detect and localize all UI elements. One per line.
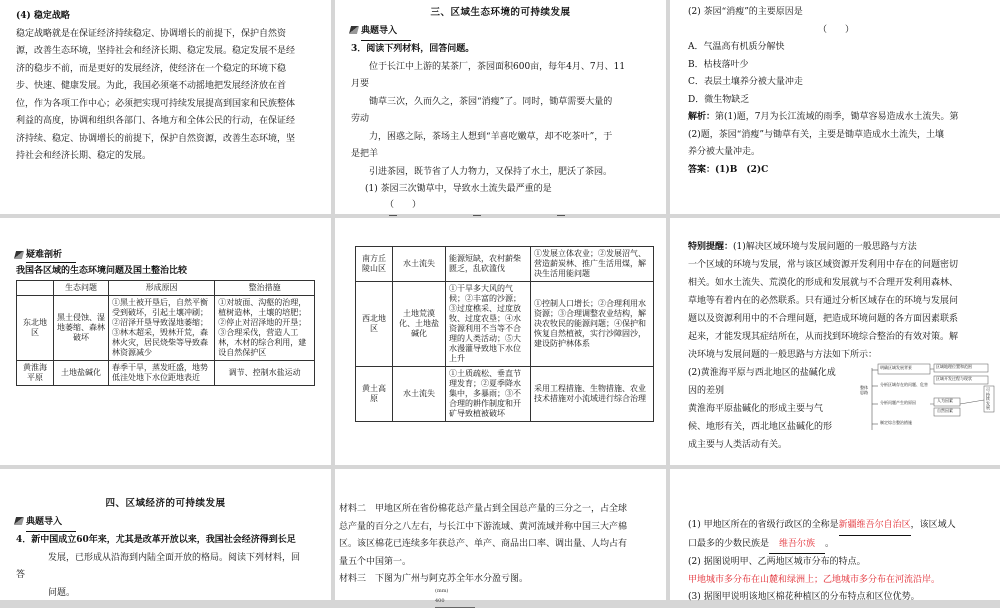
question: 4．新中国成立60年来，尤其是改革开放以来，我国社会经济得到长足	[16, 535, 296, 546]
table-row: 东北地区 黑土侵蚀、湿地萎缩、森林破坏 ①黑土被开垦后，自然平衡受到破坏，引起土壤冲刷；②沼泽开垦导致湿地萎缩；③林木超采，毁林开荒，森林火灾，居民烧柴等导致森林资源减少 ①对坡面、沟壑的治理，植树造林，土壤的培肥；②停止对沼泽地的开垦；③合理采伐，营造人工林，木材的综合利用，建设自然保护区	[17, 295, 315, 360]
tip-label: 特别提醒：	[688, 242, 734, 252]
p2-line: (2)黄淮海平原与西北地区的盐碱化成	[688, 368, 836, 378]
flow-node: 可持续发展	[986, 387, 990, 411]
tip-line: 起来，才能发现其症结所在，从而找到环境综合整治的有效对策。解	[688, 332, 959, 342]
answer-blank: 新疆维吾尔自治区	[839, 517, 911, 536]
text-line: 济的稳步不前，而是更好的发展经济，使经济在一个稳定的环境下稳	[16, 63, 287, 74]
text-line: 材料二 甲地区所在省份棉花总产量占到全国总产量的三分之一，占全球	[339, 504, 628, 514]
question: ，该区域人	[910, 520, 956, 530]
p2-line: 黄淮海平原盐碱化的形成主要与气	[688, 404, 824, 414]
text-line: 发展，已形成从沿海到内陆全面开放的格局。阅读下列材料，回	[48, 552, 301, 563]
slide-comparison-table-1	[0, 218, 331, 465]
p2-line: 成主要与人类活动有关。	[688, 440, 788, 450]
answer-text: 甲地城市多分布在山麓和绿洲上；乙地城市多分布在河流沿岸。	[688, 574, 941, 585]
text-line: 答	[16, 570, 26, 581]
question: 。	[825, 538, 835, 549]
slide-ecology-question	[335, 0, 666, 214]
question: 口最多的少数民族是	[688, 538, 770, 549]
table-title: 我国各区域的生态环境问题及国土整治比较	[16, 266, 188, 277]
option: C．表层土壤养分被大量冲走	[688, 77, 803, 88]
heading: (4) 稳定战略	[16, 11, 70, 21]
text-line: 济持续、稳定、协调增长的前提下，保护自然资源，改善生态环境，坚	[16, 133, 296, 144]
table-row: 西北地区 土地荒漠化、土地盐碱化 ①干旱多大风的气候；②丰富的沙源；③过度樵采、过度放牧、过度农垦；④水资源利用不当等不合理的人类活动；⑤大水漫灌导致地下水位上升 ①控制人口增长；②合理利用水资源；③合理调整农业结构，解决农牧民的能源问题；④保护和恢复自然植被，实行沙障固沙，建设防护林体系	[356, 282, 654, 367]
text-line: 位，作为各项工作中心；必须把实现可持续发展提高到国家和民族整体	[16, 98, 296, 109]
question: (3) 据图甲说明该地区棉花种植区的分布特点和区位优势。	[688, 592, 920, 603]
text-line: 持社会和经济长期、稳定的发展。	[16, 151, 152, 162]
tip-line: 题以及资源利用中的不合理问题，把造成环境问题的各方面因素联系	[688, 314, 959, 324]
slide-answers	[670, 469, 1000, 603]
flow-node: 分析区域存在的问题、危害	[880, 382, 928, 387]
text-line: 区。该区棉花已连续多年获总产、单产、商品出口率、调出量、人均占有	[339, 539, 628, 550]
table-row: 黄土高原 水土流失 ①土质疏松、垂直节理发育；②夏季降水集中，多暴雨；③不合理的耕作制度和开矿导致植被破坏 采用工程措施、生物措施、农业技术措施对小流域进行综合治理	[356, 367, 654, 422]
flow-node: 制定综合整治措施	[880, 420, 912, 425]
text-line: 步、快速、健康发展。为此，我国必须毫不动摇地把发展经济放在首	[16, 81, 287, 92]
flow-node: 区域地理位置和范围	[936, 364, 972, 369]
option: B．枯枝落叶少	[688, 59, 749, 70]
section-title: 四、区域经济的可持续发展	[105, 498, 226, 509]
flow-node: 明确区域发展背景	[880, 365, 912, 370]
slide-stability-strategy	[0, 0, 331, 214]
text-line: 锄草三次，久而久之，茶园“消瘦”了。同时，锄草需要大量的	[369, 96, 613, 107]
analysis-label: 解析：	[688, 112, 716, 123]
tip-line: 草地等有着内在的必然联系。只有通过分析区域存在的环境与发展问	[688, 296, 959, 306]
text-line: 材料三 下图为广州与阿克苏全年水分盈亏图。	[339, 574, 529, 585]
option: A．气温高有机质分解快	[688, 42, 785, 53]
text-line: 劳动	[351, 114, 370, 125]
question: (2) 据图说明甲、乙两地区城市分布的特点。	[688, 557, 866, 568]
tag-label: 疑难剖析	[26, 248, 76, 263]
flow-node: 分析问题产生的原因	[880, 400, 916, 405]
question: 3．阅读下列材料，回答问题。	[351, 44, 475, 55]
tip-line: 相关。如水土流失、荒漠化的形成和发展就与不合理开发利用森林、	[688, 278, 959, 288]
tip-line: 一个区域的环境与发展，常与该区域资源开发利用中存在的问题密切	[688, 260, 959, 270]
analysis-line: 养分被大量冲走。	[688, 147, 761, 158]
answer-label: 答案：	[688, 164, 716, 175]
text-line: 是把羊	[351, 149, 379, 160]
text-line: 稳定战略就是在保证经济持续稳定、协调增长的前提下，保护自然资	[16, 28, 287, 39]
flow-diagram	[860, 362, 996, 434]
slide-economy-question	[0, 469, 331, 600]
tag-label: 典题导入	[26, 514, 76, 533]
flow-node: 人为因素	[937, 398, 953, 403]
sub-question: (1) 茶园三次锄草中，导致水土流失最严重的是	[365, 184, 552, 195]
question: (1) 甲地区所在的省级行政区的全称是	[688, 520, 839, 530]
axis-value: 400	[435, 597, 475, 608]
text-line: 量五个中国第一。	[339, 556, 412, 567]
tag-label: 典题导入	[361, 23, 411, 42]
text-line: 力，困惑之际，茶场主人想到“羊喜吃嫩草，却不吃茶叶”，于	[369, 131, 613, 142]
flow-node: 自然因素	[937, 408, 953, 413]
table-row: 南方丘陵山区 水土流失 能源短缺，农村薪柴匮乏，乱砍滥伐 ①发展立体农业；②发展沼气、营造薪炭林、推广生活用煤，解决生活用能问题	[356, 247, 654, 282]
text-line: 引进茶园，既节省了人力物力，又保持了水土，肥沃了茶园。	[369, 166, 613, 177]
answer-paren: （ ）	[385, 199, 422, 210]
answer-blank: 维吾尔族	[769, 536, 825, 555]
chart-axis-stub	[435, 587, 475, 608]
slide-materials	[335, 469, 666, 604]
text-line: 总产量的百分之八左右，与长江中下游流域、黄河流域并称中国三大产棉	[339, 521, 628, 532]
section-title: 三、区域生态环境的可持续发展	[430, 7, 571, 18]
slide-tips	[670, 218, 1000, 465]
option: D．微生物缺乏	[688, 94, 750, 105]
analysis-line: 第(1)题，7月为长江流域的雨季，锄草容易造成水土流失。第	[715, 112, 959, 123]
tip-line: (1)解决区域环境与发展问题的一般思路与方法	[733, 242, 917, 252]
text-line: 源，改善生态环境，坚持社会和经济长期、稳定发展。稳定发展不是经	[16, 46, 296, 57]
table-row: 黄淮海平原 土地盐碱化 春季干旱，蒸发旺盛，地势低洼处地下水位距地表近 调节、控制水盐运动	[17, 360, 315, 385]
slide-answer	[670, 0, 1000, 214]
analysis-line: (2)题，茶园“消瘦”与锄草有关，主要是锄草造成水土流失，土壤	[688, 129, 944, 140]
text-line: 位于长江中上游的某茶厂，茶园面积600亩，每年4月、7月、11	[369, 61, 626, 72]
p2-line: 候、地形有关，西北地区盐碱化的形	[688, 422, 833, 432]
table-header-row: 生态问题 形成原因 整治措施	[17, 280, 315, 295]
slide-comparison-table-2	[335, 218, 666, 465]
comparison-table	[16, 280, 315, 386]
text-line: 利益的高度，协调和组织各部门、各地方和全体公民的行动，在保证经	[16, 116, 296, 127]
text-line: 月要	[351, 79, 370, 90]
sub-question: (2) 茶园“消瘦”的主要原因是	[688, 7, 803, 17]
p2-line: 因的差别	[688, 386, 725, 396]
axis-unit: (mm)	[435, 588, 449, 594]
flow-side-label: 整体思路	[860, 385, 868, 395]
text-line: 问题。	[48, 587, 76, 598]
comparison-table	[355, 246, 654, 422]
answer-paren: （ ）	[817, 24, 854, 35]
flow-node: 区域开发过程与现状	[936, 376, 972, 381]
answer-value: (1)B (2)C	[715, 164, 769, 175]
tip-line: 决环境与发展问题的一般思路与方法如下所示：	[688, 350, 878, 360]
